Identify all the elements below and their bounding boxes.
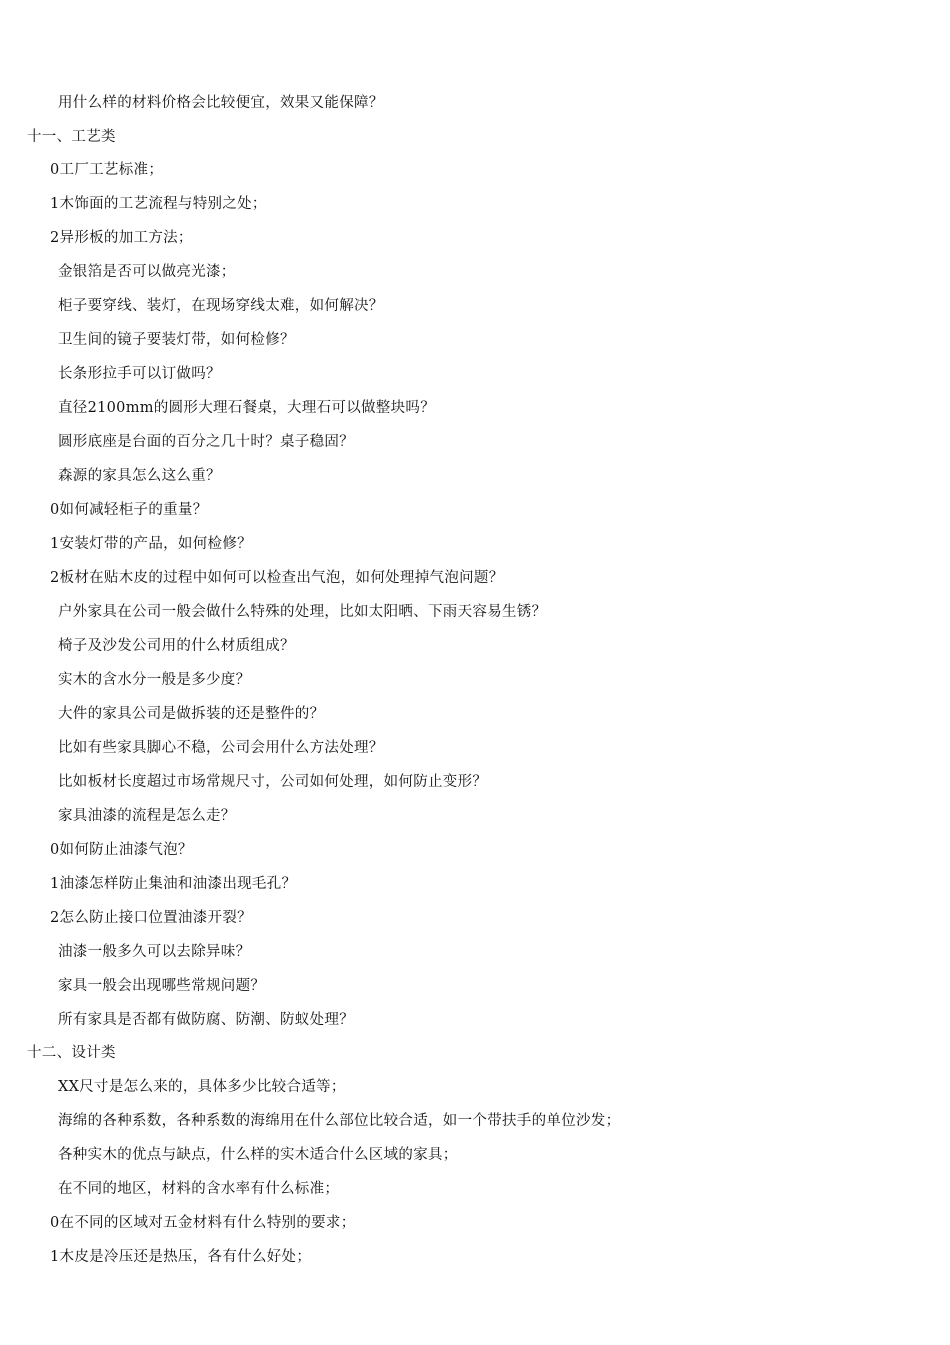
text-line: 柜子要穿线、装灯，在现场穿线太难，如何解决？ xyxy=(58,298,384,314)
text-line: 0在不同的区域对五金材料有什么特别的要求； xyxy=(50,1215,356,1231)
text-line: 各种实木的优点与缺点，什么样的实木适合什么区域的家具； xyxy=(58,1147,458,1163)
text-line: 家具一般会出现哪些常规问题？ xyxy=(58,978,266,994)
text-line: 家具油漆的流程是怎么走？ xyxy=(58,808,236,824)
text-line: 2板材在贴木皮的过程中如何可以检查出气泡，如何处理掉气泡问题？ xyxy=(50,570,504,586)
text-line: 用什么样的材料价格会比较便宜，效果又能保障？ xyxy=(58,95,384,111)
text-line: 实木的含水分一般是多少度？ xyxy=(58,672,251,688)
text-line: 1木饰面的工艺流程与特别之处； xyxy=(50,196,267,212)
text-line: 户外家具在公司一般会做什么特殊的处理，比如太阳晒、下雨天容易生锈？ xyxy=(58,604,547,620)
section-heading-design: 十二、设计类 xyxy=(27,1045,116,1061)
text-line: 2怎么防止接口位置油漆开裂？ xyxy=(50,910,252,926)
text-line: 1安装灯带的产品，如何检修？ xyxy=(50,536,252,552)
text-line: 卫生间的镜子要装灯带，如何检修？ xyxy=(58,332,295,348)
text-line: 直径2100mm的圆形大理石餐桌，大理石可以做整块吗？ xyxy=(58,400,435,416)
text-line: 0如何防止油漆气泡？ xyxy=(50,842,193,858)
text-line: 椅子及沙发公司用的什么材质组成？ xyxy=(58,638,295,654)
text-line: 1木皮是冷压还是热压，各有什么好处； xyxy=(50,1249,312,1265)
text-line: 2异形板的加工方法； xyxy=(50,230,193,246)
text-line: 0如何减轻柜子的重量？ xyxy=(50,502,208,518)
text-line: 比如有些家具脚心不稳，公司会用什么方法处理？ xyxy=(58,740,384,756)
text-line: 油漆一般多久可以去除异味？ xyxy=(58,944,251,960)
text-line: 比如板材长度超过市场常规尺寸，公司如何处理，如何防止变形？ xyxy=(58,774,488,790)
text-line: 大件的家具公司是做拆装的还是整件的？ xyxy=(58,706,325,722)
text-line: 1油漆怎样防止集油和油漆出现毛孔？ xyxy=(50,876,297,892)
section-heading-craft: 十一、工艺类 xyxy=(27,129,116,145)
text-line: 金银箔是否可以做亮光漆； xyxy=(58,264,236,280)
text-line: 森源的家具怎么这么重？ xyxy=(58,468,221,484)
text-line: 圆形底座是台面的百分之几十时？桌子稳固？ xyxy=(58,434,354,450)
text-line: XX尺寸是怎么来的，具体多少比较合适等； xyxy=(58,1079,346,1095)
text-line: 0工厂工艺标准； xyxy=(50,162,164,178)
text-line: 在不同的地区，材料的含水率有什么标准； xyxy=(58,1181,340,1197)
text-line: 所有家具是否都有做防腐、防潮、防蚁处理？ xyxy=(58,1012,354,1028)
text-line: 海绵的各种系数，各种系数的海绵用在什么部位比较合适，如一个带扶手的单位沙发； xyxy=(58,1113,621,1129)
text-line: 长条形拉手可以订做吗？ xyxy=(58,366,221,382)
